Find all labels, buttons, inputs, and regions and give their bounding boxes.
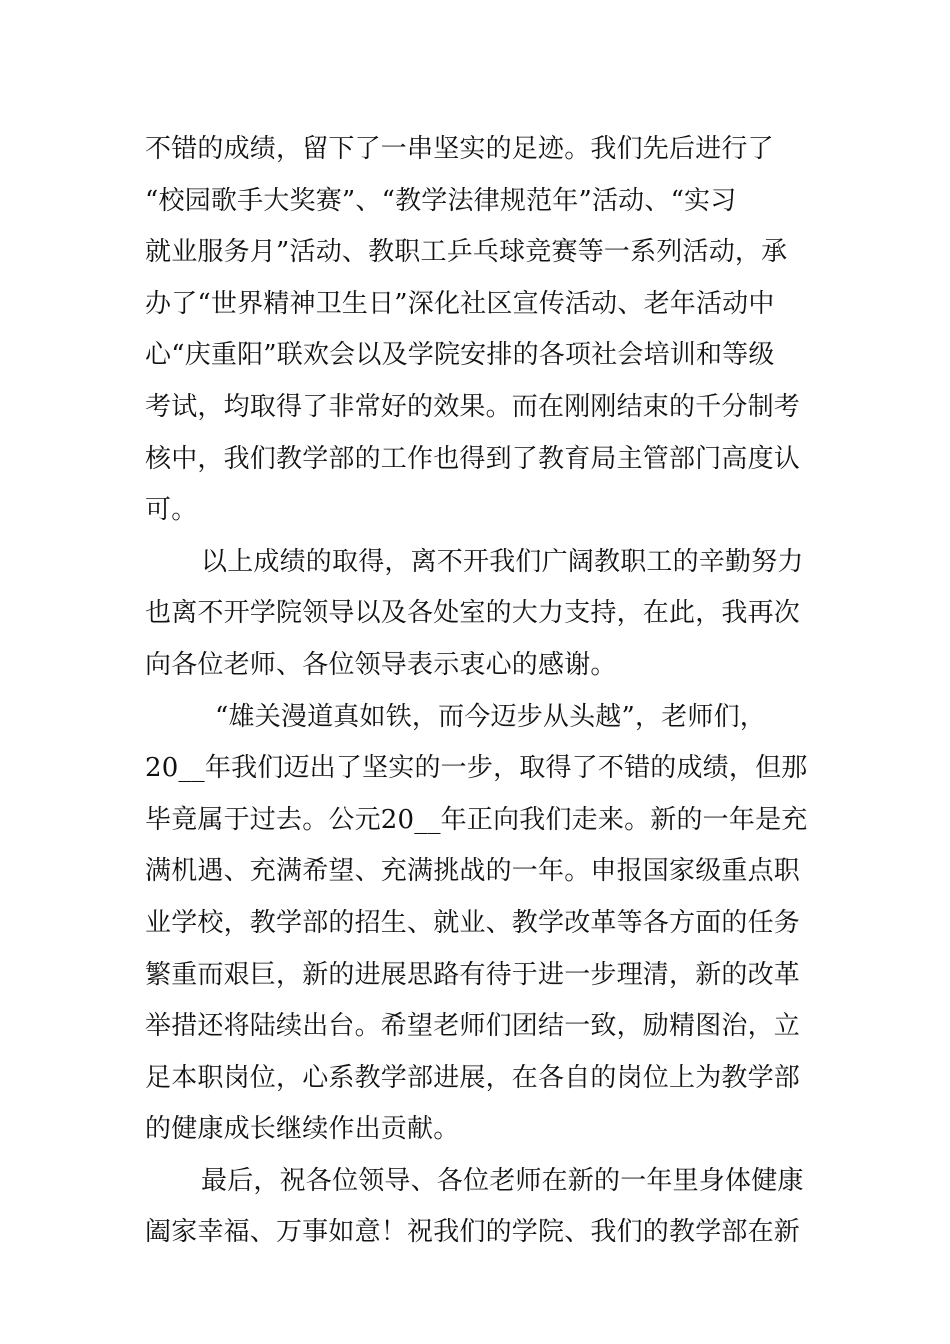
paragraph-new-year [145, 692, 825, 1156]
text-line: 最后，祝各位领导、各位老师在新的一年里身体健康 [201, 1165, 804, 1196]
text-line: 可。 [145, 495, 198, 526]
text-line: 举措还将陆续出台。希望老师们团结一致，励精图治，立 [145, 1011, 801, 1042]
paragraph-achievements [145, 124, 825, 537]
text-line: 也离不开学院领导以及各处室的大力支持，在此，我再次 [145, 598, 801, 629]
text-line: 足本职岗位，心系教学部进展，在各自的岗位上为教学部 [145, 1062, 801, 1093]
text-line: 核中，我们教学部的工作也得到了教育局主管部门高度认 [145, 443, 801, 474]
text-line: 满机遇、充满希望、充满挑战的一年。申报国家级重点职 [145, 856, 801, 887]
text-line: “雄关漫道真如铁，而今迈步从头越”，老师们， [215, 701, 766, 732]
text-line: 考试，均取得了非常好的效果。而在刚刚结束的千分制考 [145, 391, 801, 422]
text-line: 阖家幸福、万事如意！祝我们的学院、我们的教学部在新 [145, 1217, 801, 1248]
text-line: 的健康成长继续作出贡献。 [145, 1114, 460, 1145]
text-line: 就业服务月”活动、教职工乒乓球竞赛等一系列活动，承 [145, 237, 788, 268]
text-line: 繁重而艰巨，新的进展思路有待于进一步理清，新的改革 [145, 959, 801, 990]
document-body [145, 124, 825, 1259]
text-line: 心“庆重阳”联欢会以及学院安排的各项社会培训和等级 [145, 340, 775, 371]
text-line: 业学校，教学部的招生、就业、教学改革等各方面的任务 [145, 907, 801, 938]
text-line: 向各位老师、各位领导表示衷心的感谢。 [145, 649, 617, 680]
paragraph-closing-wishes [145, 1156, 825, 1259]
text-line: 毕竟属于过去。公元20__年正向我们走来。新的一年是充 [145, 804, 808, 835]
text-line: “校园歌手大奖赛”、“教学法律规范年”活动、“实习 [145, 185, 737, 216]
paragraph-thanks [145, 537, 825, 692]
text-line: 20__年我们迈出了坚实的一步，取得了不错的成绩，但那 [145, 753, 808, 784]
text-line: 不错的成绩，留下了一串坚实的足迹。我们先后进行了 [145, 134, 774, 164]
text-line: 以上成绩的取得，离不开我们广阔教职工的辛勤努力 [201, 546, 804, 577]
text-line: 办了“世界精神卫生日”深化社区宣传活动、老年活动中 [145, 288, 775, 319]
